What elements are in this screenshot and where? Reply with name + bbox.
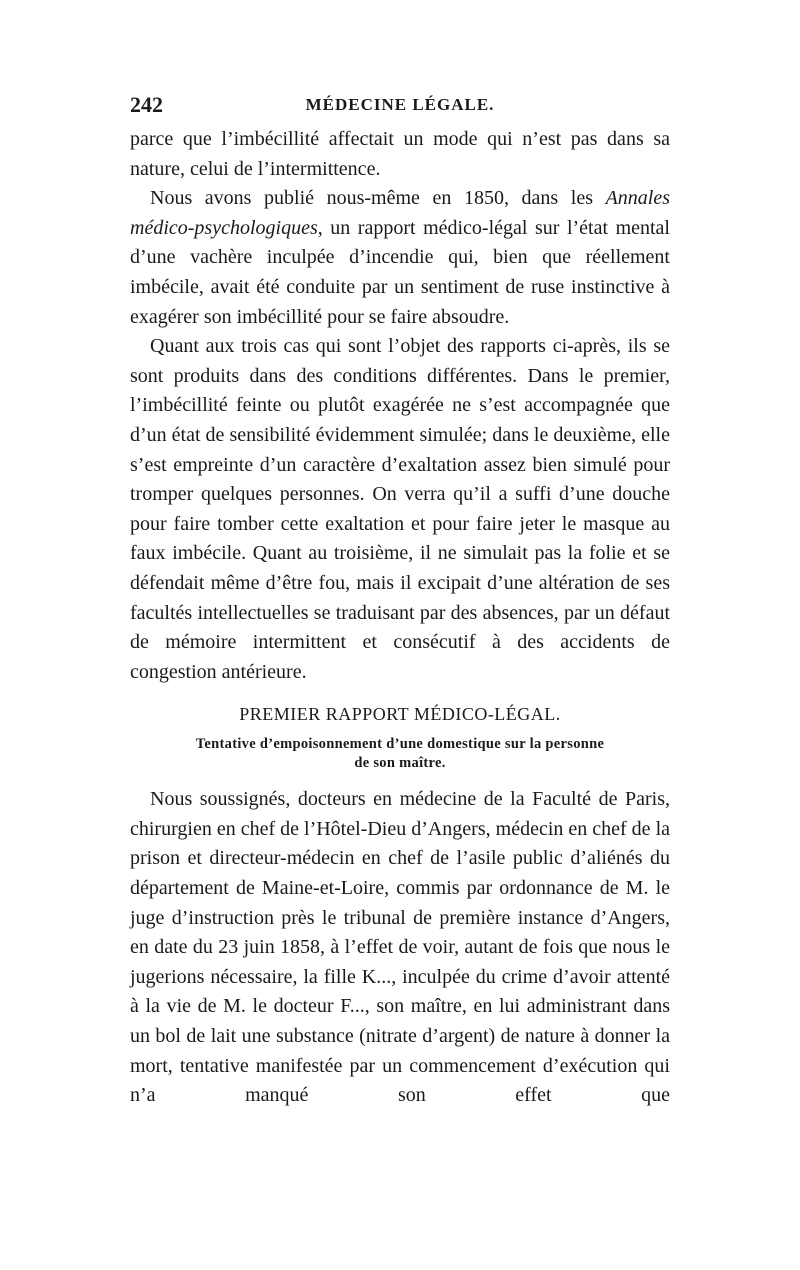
- section-subtitle: [130, 735, 670, 773]
- running-title: MÉDECINE LÉGALE.: [305, 95, 495, 114]
- subtitle-line: de son maître.: [354, 755, 446, 772]
- journal-title: Annales médico-psychologiques: [130, 187, 670, 239]
- paragraph-three-cases: Quant aux trois cas qui sont l’objet des rapports ci-après, ils se sont produits dans des conditions différentes. Dans le premier, l’imbécillité feinte ou plutôt exagérée ne s’est accompagnée que d’un état de sensibilité évidemment simulée; dans le deuxième, elle s’est empreinte d’un caractère d’exaltation assez bien simulé pour tromper quelques personnes. On verra qu’il a suffi d’une douche pour faire tomber cette exaltation et pour faire jeter le masque au faux imbécile. Quant au troisième, il ne simulait pas la folie et se défendait même d’être fou, mais il excipait d’une altération de ses facultés intellectuelles se traduisant par des absences, par un défaut de mémoire intermittent et consécutif à des accidents de congestion antérieure.: [130, 335, 670, 683]
- page-number: 242: [130, 92, 163, 117]
- page-header: [130, 92, 670, 122]
- paragraph-text: Nous avons publié nous-même en 1850, dans les: [150, 187, 606, 210]
- paragraph-annales: [130, 184, 670, 332]
- paragraph-text: , un rapport médico-légal sur l’état mental d’une vachère inculpée d’incendie qui, bien que réellement imbécile, avait été conduite par un sentiment de ruse instinctive à exagérer son imbécillité pour se faire absoudre.: [130, 216, 670, 328]
- subtitle-line: Tentative d’empoisonnement d’une domestique sur la personne: [195, 736, 605, 753]
- paragraph-continuation: parce que l’imbécillité affectait un mode qui n’est pas dans sa nature, celui de l’intermittence.: [130, 128, 670, 180]
- page-body: [130, 125, 670, 1111]
- section-title: PREMIER RAPPORT MÉDICO-LÉGAL.: [239, 704, 561, 725]
- report-paragraph: Nous soussignés, docteurs en médecine de la Faculté de Paris, chirurgien en chef de l’Hôtel-Dieu d’Angers, médecin en chef de la prison et directeur-médecin en chef de l’asile public d’aliénés du département de Maine-et-Loire, commis par ordonnance de M. le juge d’instruction près le tribunal de première instance d’Angers, en date du 23 juin 1858, à l’effet de voir, autant de fois que nous le jugerions nécessaire, la fille K..., inculpée du crime d’avoir attenté à la vie de M. le docteur F..., son maître, en lui administrant dans un bol de lait une substance (nitrate d’argent) de nature à donner la mort, tentative manifestée par un commencement d’exécution qui n’a manqué son effet que: [130, 788, 670, 1107]
